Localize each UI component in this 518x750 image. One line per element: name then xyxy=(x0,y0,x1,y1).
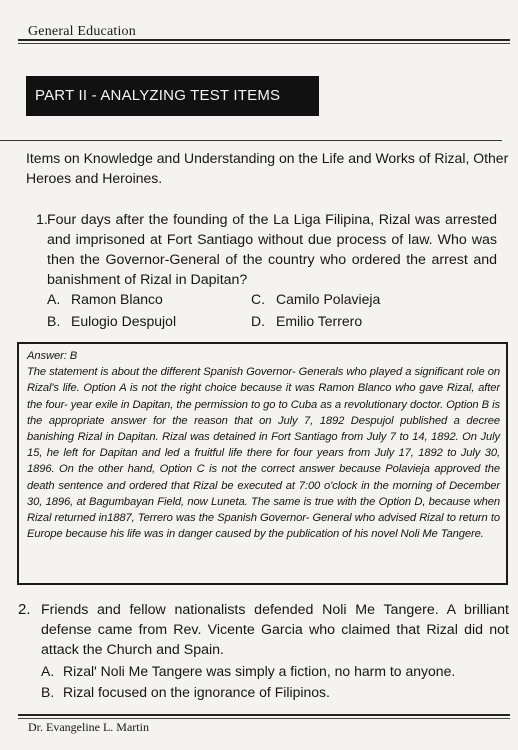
header-rule xyxy=(18,39,510,41)
question-text: Friends and fellow nationalists defended Noli Me Tangere. A brilliant defense came from Rev. Vicente Garcia who claimed that Rizal did not attack the Church and Spain. xyxy=(41,602,509,658)
section-banner: PART II - ANALYZING TEST ITEMS xyxy=(26,76,319,116)
question-text: Four days after the founding of the La Liga Filipina, Rizal was arrested and imprisoned at Fort Santiago without due process of law. Who was then the Governor-General of the country who ordered the arrest and banishment of Rizal in Dapitan? xyxy=(47,212,497,288)
option-letter: D. xyxy=(251,313,265,329)
option-text: Rizal focused on the ignorance of Filipinos. xyxy=(63,684,330,700)
footer-author: Dr. Evangeline L. Martin xyxy=(28,720,149,734)
option-text: Eulogio Despujol xyxy=(71,313,177,329)
footer-rule xyxy=(18,714,510,716)
option-text: Ramon Blanco xyxy=(71,291,163,307)
option-text: Camilo Polavieja xyxy=(276,291,381,307)
option-letter: B. xyxy=(47,313,61,329)
option-letter: A. xyxy=(41,663,55,679)
option-letter: B. xyxy=(41,684,55,700)
option-letter: C. xyxy=(251,291,265,307)
option-text: Emilio Terrero xyxy=(276,313,363,329)
option-text: Rizal' Noli Me Tangere was simply a fiction, no harm to anyone. xyxy=(63,663,456,679)
section-divider xyxy=(0,140,502,141)
question-number: 2. xyxy=(18,601,31,618)
answer-heading: Answer: B xyxy=(27,350,78,362)
header-rule-thin xyxy=(18,43,510,44)
option-letter: A. xyxy=(47,291,61,307)
answer-explanation: The statement is about the different Spanish Governor- Generals who played a significant role on Rizal's life. Option A is not the right choice because it was Ramon Blanco who gave Rizal, after the four- year exile in Dapitan, the permission to go to Cuba as a revolutionary doctor. Option B is the appropriate answer for the reason that on July 7, 1892 Despujol published a decree banishing Rizal in Dapitan. Rizal was detained in Fort Santiago from July 7 to 14, 1892. On July 15, he left for Dapitan and led a fruitful life there for four years from July 17, 1892 to July 30, 1896. On the other hand, Option C is not the correct answer because Polavieja approved the death sentence and ordered that Rizal be executed at 7:00 o'clock in the morning of December 30, 1896, at Bagumbayan Field, now Luneta. The same is true with the Option D, because when Rizal returned in1887, Terrero was the Spanish Governor- General who advised Rizal to return to Europe because his life was in danger caused by the publication of his novel Noli Me Tangere. xyxy=(27,366,500,541)
running-header: General Education xyxy=(28,24,136,39)
question-number: 1. xyxy=(36,212,48,228)
answer-explanation-box xyxy=(17,342,508,585)
section-intro: Items on Knowledge and Understanding on the Life and Works of Rizal, Other Heroes and Heroines. xyxy=(26,150,509,186)
footer-rule-thin xyxy=(18,718,510,719)
